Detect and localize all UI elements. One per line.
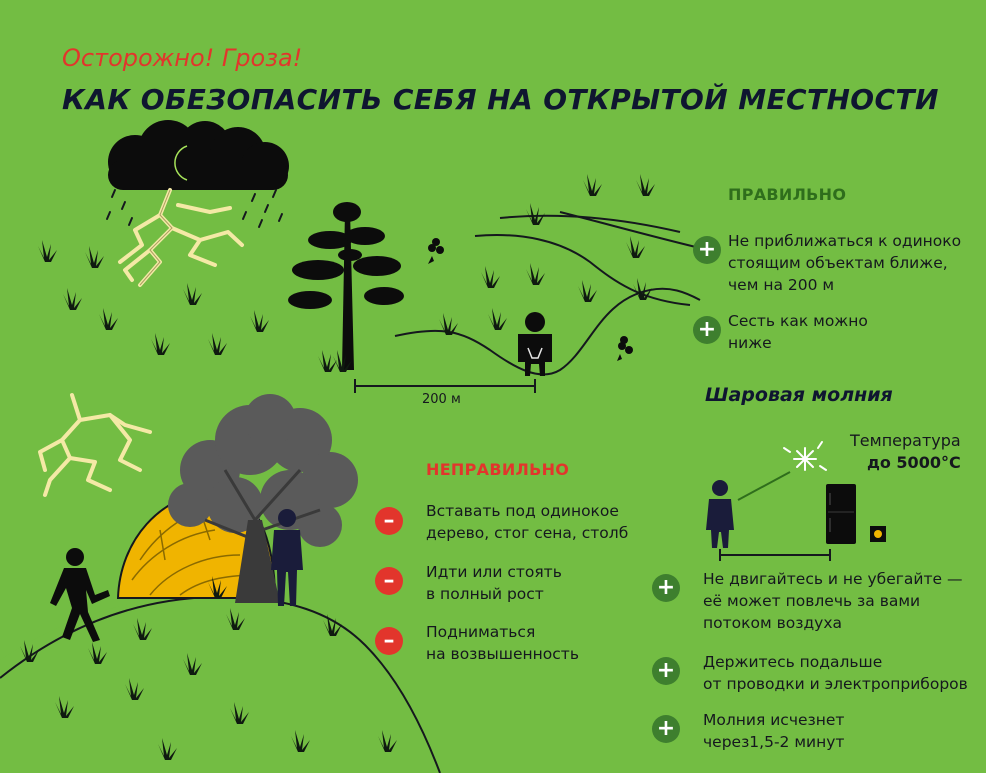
plus-icon: +: [652, 574, 680, 602]
ball-item: Держитесь подальше от проводки и электроприборов: [703, 653, 968, 693]
wrong-item: Идти или стоять в полный рост: [426, 563, 562, 603]
person-icon: [706, 480, 734, 548]
ball-item: Молния исчезнет через1,5-2 минут: [703, 711, 845, 751]
temperature-label: Температура до 5000°С: [850, 431, 961, 472]
distance-marker: [355, 379, 535, 393]
outlet-icon: [870, 526, 886, 542]
minus-icon: –: [375, 627, 403, 655]
distance-label: 200 м: [422, 392, 461, 407]
minus-icon: –: [375, 567, 403, 595]
plus-icon: +: [693, 316, 721, 344]
ball-lightning-heading: Шаровая молния: [705, 384, 893, 406]
plus-icon: +: [652, 715, 680, 743]
page-title: КАК ОБЕЗОПАСИТЬ СЕБЯ НА ОТКРЫТОЙ МЕСТНОСТИ: [62, 83, 939, 116]
correct-heading: ПРАВИЛЬНО: [728, 185, 847, 204]
refrigerator-icon: [826, 484, 856, 544]
ball-item: Не двигайтесь и не убегайте — её может повлечь за вами потоком воздуха: [703, 570, 963, 632]
ball-lightning-icon: [784, 442, 826, 470]
wrong-item: Вставать под одинокое дерево, стог сена, столб: [426, 502, 629, 542]
person-icon: [518, 312, 552, 376]
wrong-item: Подниматься на возвышенность: [426, 623, 579, 663]
wrong-heading: НЕПРАВИЛЬНО: [426, 460, 570, 479]
lightning-icon: [120, 190, 242, 285]
pine-tree-icon: [288, 202, 404, 370]
plus-icon: +: [693, 236, 721, 264]
correct-item: Сесть как можно ниже: [728, 312, 868, 352]
lightning-icon: [40, 395, 150, 495]
plus-icon: +: [652, 657, 680, 685]
kicker: Осторожно! Гроза!: [62, 44, 303, 72]
minus-icon: –: [375, 507, 403, 535]
correct-item: Не приближаться к одиноко стоящим объектам ближе, чем на 200 м: [728, 232, 962, 294]
